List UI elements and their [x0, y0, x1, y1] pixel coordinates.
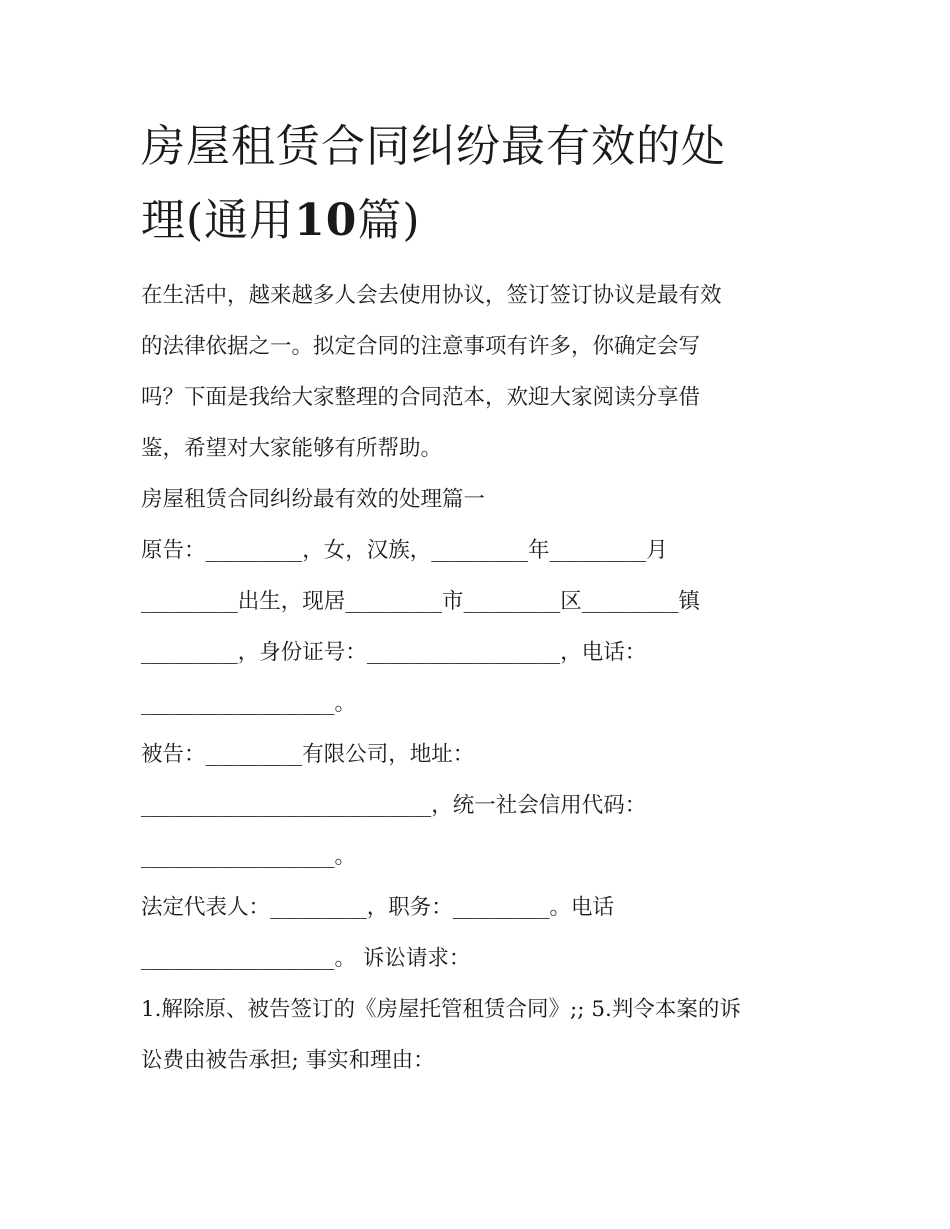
plaintiff-line: 原告：_________，女，汉族，_________年_________月 — [141, 538, 668, 563]
intro-line: 在生活中，越来越多人会去使用协议，签订签订协议是最有效 — [141, 283, 722, 308]
document-title — [141, 110, 821, 258]
document-page — [141, 110, 821, 1086]
plaintiff-line: _________，身份证号：__________________，电话： — [141, 640, 647, 665]
claims-line: 1.解除原、被告签订的《房屋托管租赁合同》;; 5.判令本案的诉 — [141, 997, 741, 1022]
section-heading: 房屋租赁合同纠纷最有效的处理篇一 — [141, 487, 486, 512]
plaintiff-line: __________________。 — [141, 691, 357, 716]
title-line-2b: 篇) — [357, 195, 421, 246]
defendant-line: __________________。 — [141, 844, 357, 869]
title-number: 10 — [294, 195, 358, 246]
intro-line: 吗？下面是我给大家整理的合同范本，欢迎大家阅读分享借 — [141, 385, 701, 410]
defendant-line: 被告：_________有限公司，地址： — [141, 742, 475, 767]
title-line-2a: 理(通用 — [141, 195, 295, 246]
defendant-line: ___________________________，统一社会信用代码： — [141, 793, 647, 818]
legal-rep-line: __________________。 诉讼请求： — [141, 946, 471, 971]
claims-line: 讼费由被告承担; 事实和理由： — [141, 1048, 435, 1073]
intro-line: 鉴，希望对大家能够有所帮助。 — [141, 436, 443, 461]
title-line-1: 房屋租赁合同纠纷最有效的处 — [141, 121, 726, 172]
plaintiff-line: _________出生，现居_________市_________区_________镇 — [141, 589, 701, 614]
legal-rep-line: 法定代表人：_________，职务：_________。电话 — [141, 895, 615, 920]
intro-line: 的法律依据之一。拟定合同的注意事项有许多，你确定会写 — [141, 334, 701, 359]
